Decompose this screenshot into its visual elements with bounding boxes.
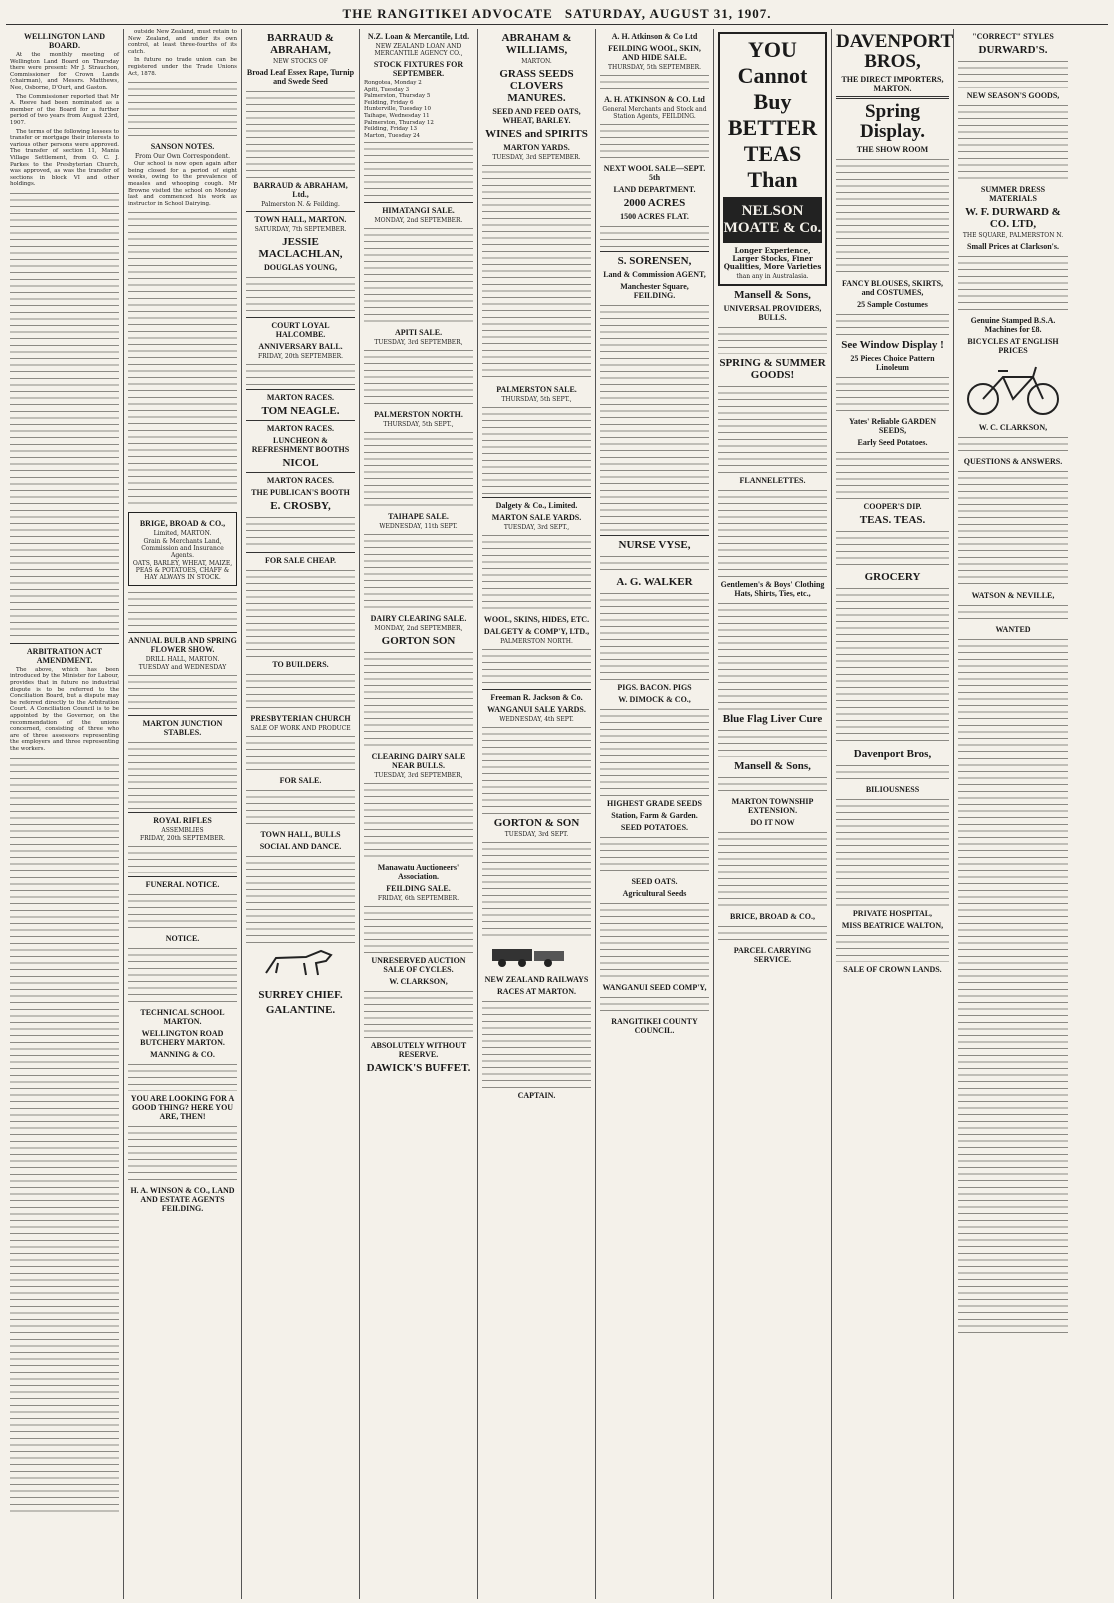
ad-manning: MANNING & CO. — [150, 1050, 215, 1060]
ad-clearing-bulls: CLEARING DAIRY SALE NEAR BULLS. — [371, 752, 466, 771]
ad-barraud-ltd: BARRAUD & ABRAHAM, Ltd., — [253, 181, 348, 199]
ad-biliousness: BILIOUSNESS — [865, 785, 920, 794]
body-text-filler — [246, 567, 355, 657]
ad-line: DO IT NOW — [750, 818, 795, 827]
ad-line: PALMERSTON NORTH. — [500, 638, 573, 645]
ad-line: ANNIVERSARY BALL. — [258, 342, 343, 351]
body-text-filler — [364, 225, 473, 325]
ad-for-sale: FOR SALE CHEAP. — [264, 556, 337, 565]
ad-line: WEDNESDAY, 11th SEPT. — [379, 523, 458, 531]
ad-douglas-young: DOUGLAS YOUNG, — [263, 263, 338, 272]
ad-captain: CAPTAIN. — [517, 1090, 556, 1100]
ad-atkinson: A. H. Atkinson & Co Ltd — [611, 32, 698, 41]
divider — [128, 715, 237, 716]
body-text-filler — [10, 190, 119, 640]
body-text-filler — [246, 671, 355, 711]
body-text-filler — [958, 253, 1068, 313]
ad-yates: Yates' Reliable GARDEN SEEDS, — [848, 417, 937, 435]
fixture-row: Taihape, Wednesday 11 — [364, 112, 430, 119]
body-text-filler — [128, 589, 237, 629]
ad-brice: BRICE, BROAD & CO., — [730, 912, 815, 921]
body-text-filler — [482, 404, 591, 494]
body-text-filler — [958, 636, 1068, 1336]
body-text-filler — [836, 796, 949, 906]
ad-flower-show: ANNUAL BULB AND SPRING FLOWER SHOW. — [128, 636, 237, 655]
body-text-filler — [246, 361, 355, 386]
ad-town-hall-bulls: TOWN HALL, BULLS — [260, 830, 341, 839]
ad-dalgety-ltd: DALGETY & COMP'Y, LTD., — [483, 627, 590, 636]
divider — [128, 876, 237, 877]
ad-sorensen: S. SORENSEN, — [617, 255, 692, 267]
fixture-row: Palmerston, Thursday 12 — [364, 119, 434, 126]
body-text-filler — [364, 429, 473, 509]
ad-potatoes: Early Seed Potatoes. — [857, 438, 928, 447]
article-text: Our school is now open again after being closed for a period of eight weeks, owing to the prevalence of measles and whooping cough. Mr Browne visited the school on Monday last and commenced his work as instructor in School Dairying. — [128, 161, 237, 207]
body-text-filler — [128, 1061, 237, 1091]
divider — [836, 96, 949, 99]
ad-line: SOCIAL AND DANCE. — [259, 842, 342, 851]
divider — [246, 472, 355, 473]
ad-durward-co: W. F. DURWARD & CO. LTD, — [965, 206, 1061, 230]
ad-county-council: RANGITIKEI COUNTY COUNCIL. — [611, 1017, 698, 1035]
ad-galantine: GALANTINE. — [265, 1003, 336, 1016]
ad-seed-oats: SEED OATS. — [631, 877, 678, 886]
tea-line-cannot: Cannot — [737, 63, 808, 88]
ad-watson-neville: WATSON & NEVILLE, — [971, 590, 1055, 600]
ad-marton-races: MARTON RACES. — [266, 393, 335, 402]
ad-no-reserve: ABSOLUTELY WITHOUT RESERVE. — [370, 1041, 467, 1060]
ad-palmerston: PALMERSTON NORTH. — [374, 410, 463, 420]
ad-marton-races: MARTON RACES. — [266, 476, 335, 485]
ad-town-hall: TOWN HALL, MARTON. — [254, 215, 347, 224]
divider — [128, 632, 237, 633]
ad-line: 25 Sample Costumes — [857, 300, 928, 309]
ad-1500-acres: 1500 ACRES FLAT. — [620, 212, 689, 221]
body-text-filler — [128, 209, 237, 509]
ad-bicycles: BICYCLES AT ENGLISH PRICES — [967, 337, 1059, 355]
ad-line: STOCK FIXTURES FOR SEPTEMBER. — [373, 60, 464, 78]
body-text-filler — [128, 843, 237, 873]
body-text-filler — [958, 102, 1068, 182]
ad-brice-broad — [128, 512, 237, 586]
ad-dalgety: Dalgety & Co., Limited. — [495, 501, 578, 510]
body-text-filler — [128, 1123, 237, 1183]
ad-spring-display: Spring Display. — [860, 101, 925, 142]
ad-correct-styles: "CORRECT" STYLES — [972, 32, 1054, 41]
body-text-filler — [836, 311, 949, 336]
column-7 — [714, 29, 832, 1599]
ad-new-season: NEW SEASON'S GOODS, — [966, 91, 1060, 100]
ad-pigs: PIGS. BACON. PIGS — [617, 683, 692, 692]
masthead-date: SATURDAY, AUGUST 31, 1907. — [564, 6, 772, 21]
divider — [246, 389, 355, 390]
body-text-filler — [364, 531, 473, 611]
body-text-filler — [600, 302, 709, 532]
ad-railways: NEW ZEALAND RAILWAYS — [484, 974, 589, 984]
body-text-filler — [482, 532, 591, 612]
body-text-filler — [718, 727, 827, 757]
body-text-filler — [246, 733, 355, 773]
body-text-filler — [958, 468, 1068, 588]
body-text-filler — [246, 274, 355, 314]
body-text-filler — [364, 347, 473, 407]
ad-spring-summer: SPRING & SUMMER GOODS! — [719, 357, 826, 381]
body-text-filler — [836, 449, 949, 499]
ad-good-thing: YOU ARE LOOKING FOR A GOOD THING? HERE YOU ARE, THEN! — [130, 1094, 235, 1122]
body-text-filler — [482, 162, 591, 382]
masthead-title: THE RANGITIKEI ADVOCATE — [342, 6, 553, 21]
body-text-filler — [600, 706, 709, 796]
ad-line: MARTON. — [521, 58, 552, 65]
divider — [246, 420, 355, 421]
body-text-filler — [836, 762, 949, 782]
body-text-filler — [128, 739, 237, 809]
divider — [482, 497, 591, 498]
tea-brand: NELSON MOATE & Co. — [723, 197, 822, 243]
ad-line: RACES AT MARTON. — [496, 986, 577, 996]
column-2 — [124, 29, 242, 1599]
fixtures-list — [364, 80, 473, 139]
article-text: In future no trade union can be registered under the Trade Unions Act, 1878. — [128, 57, 237, 77]
ad-2000-acres: 2000 ACRES — [623, 197, 686, 209]
body-text-filler — [246, 853, 355, 943]
ad-line: UNIVERSAL PROVIDERS, BULLS. — [723, 304, 822, 322]
ad-for-sale: FOR SALE. — [279, 776, 322, 785]
ad-blouses: FANCY BLOUSES, SKIRTS, and COSTUMES, — [841, 279, 944, 297]
body-text-filler — [482, 839, 591, 939]
body-text-filler — [718, 487, 827, 577]
ad-clarkson: W. CLARKSON, — [389, 977, 448, 987]
ad-sub: Limited, MARTON. — [153, 530, 212, 538]
ad-mansell: Mansell & Sons, — [734, 289, 811, 301]
column-5 — [478, 29, 596, 1599]
column-9 — [954, 29, 1072, 1599]
ad-clarkson: W. C. CLARKSON, — [978, 422, 1048, 432]
ad-presbyterian: PRESBYTERIAN CHURCH — [250, 714, 351, 723]
body-text-filler — [836, 528, 949, 568]
divider — [600, 535, 709, 536]
ad-nicol: NICOL — [282, 457, 319, 469]
ad-palmerston-sale: PALMERSTON SALE. — [496, 385, 577, 394]
ad-nurse-vyse: NURSE VYSE, — [618, 539, 691, 551]
fixture-row: Apiti, Tuesday 3 — [364, 86, 410, 93]
ad-marton-races: MARTON RACES. — [266, 424, 335, 433]
ad-line: DRILL HALL, MARTON. — [145, 656, 220, 664]
tea-line: than any in Australasia. — [736, 273, 809, 280]
ad-line: SEED AND FEED OATS, WHEAT, BARLEY. — [492, 107, 581, 125]
body-text-filler — [600, 590, 709, 680]
ad-teas: TEAS. TEAS. — [859, 514, 926, 526]
ad-tom-neagle: TOM NEAGLE. — [261, 405, 340, 417]
byline: From Our Own Correspondent. — [134, 153, 231, 161]
ad-gorton: GORTON SON — [381, 635, 456, 648]
ad-grass-seeds: GRASS SEEDS CLOVERS MANURES. — [499, 68, 574, 104]
body-text-filler — [364, 649, 473, 749]
divider — [10, 643, 119, 644]
body-text-filler — [836, 374, 949, 414]
ad-seed-potatoes: SEED POTATOES. — [620, 823, 689, 832]
ad-surrey-chief: SURREY CHIEF. — [258, 988, 343, 1001]
tea-line-you: YOU — [748, 37, 797, 62]
body-text-filler — [836, 932, 949, 962]
article-text: The terms of the following lessees to transfer or mortgage their interests to various other persons were approved. The transfer of section 11, Mania Village Settlement, from O. C. J. Parkes to the Presbyterian Church, was approved, as was the transfer of sections in block VI and other holdings. — [10, 128, 119, 188]
ad-bsa: Genuine Stamped B.S.A. Machines for £8. — [970, 316, 1056, 334]
ad-wines: WINES and SPIRITS — [485, 128, 588, 140]
body-text-filler — [836, 156, 949, 276]
ad-small-prices: Small Prices at Clarkson's. — [967, 242, 1059, 251]
article-text: The Commissioner reported that Mr A. Reeve had been nominated as a member of the Board for a further period of two years from August 23rd, 1907. — [10, 93, 119, 126]
ad-line: TUESDAY, 3rd SEPTEMBER, — [374, 772, 463, 780]
ad-line: MONDAY, 2nd SEPTEMBER, — [374, 625, 463, 633]
ad-royal-rifles: ROYAL RIFLES — [153, 816, 212, 826]
fixture-row: Feilding, Friday 6 — [364, 99, 414, 106]
divider — [246, 552, 355, 553]
ad-tea-box — [718, 32, 827, 286]
body-text-filler — [482, 724, 591, 814]
divider — [128, 812, 237, 813]
body-text-filler — [718, 829, 827, 909]
ad-line: TUESDAY, 3rd SEPT. — [504, 831, 569, 838]
ad-window-display: See Window Display ! — [841, 339, 944, 351]
body-text-filler — [958, 58, 1068, 88]
ad-line: ASSEMBLIES — [161, 827, 204, 835]
ad-agricultural-seeds: Agricultural Seeds — [622, 889, 687, 898]
ad-wool: WOOL, SKINS, HIDES, ETC. — [483, 615, 590, 624]
ad-line: TUESDAY and WEDNESDAY — [138, 664, 227, 672]
body-text-filler — [958, 602, 1068, 622]
ad-technical-school: TECHNICAL SCHOOL MARTON. — [140, 1008, 225, 1027]
body-text-filler — [10, 755, 119, 1515]
ad-summer-dress: SUMMER DRESS MATERIALS — [980, 185, 1046, 203]
divider — [482, 689, 591, 690]
ad-line: TUESDAY, 3rd SEPTEMBER, — [374, 339, 463, 347]
ad-line: WEDNESDAY, 4th SEPT. — [499, 716, 574, 723]
ad-linoleum: 25 Pieces Choice Pattern Linoleum — [850, 354, 935, 372]
ad-abraham-williams: ABRAHAM & WILLIAMS, — [501, 32, 572, 56]
body-text-filler — [128, 891, 237, 931]
ad-davenport-2: Davenport Bros, — [853, 748, 932, 760]
ad-line: MARTON SALE YARDS. — [491, 513, 582, 522]
column-3 — [242, 29, 360, 1599]
ad-court-loyal: COURT LOYAL HALCOMBE. — [271, 321, 330, 339]
fixture-row: Rongotea, Monday 2 — [364, 80, 422, 86]
ad-nz-loan: N.Z. Loan & Mercantile, Ltd. — [367, 32, 470, 41]
ad-line: FEILDING WOOL, SKIN, AND HIDE SALE. — [608, 44, 701, 62]
body-text-filler — [600, 72, 709, 92]
ad-line: Manchester Square, FEILDING. — [620, 282, 689, 300]
ad-dairy-clearing: DAIRY CLEARING SALE. — [370, 614, 467, 624]
article-text: outside New Zealand, must retain to New Zealand, and under its own control, at least three-fourths of its catch. — [128, 29, 237, 55]
ad-cycles: UNRESERVED AUCTION SALE OF CYCLES. — [371, 956, 466, 975]
body-text-filler — [600, 553, 709, 573]
fixture-row: Marton, Tuesday 24 — [364, 132, 421, 139]
body-text-filler — [246, 514, 355, 549]
ad-line: THE PUBLICAN'S BOOTH — [251, 488, 350, 497]
article-text: The above, which has been introduced by the Minister for Labour, provides that in future no industrial dispute is to be referred to the Conciliation Board, but a dispute may be referred directly to the Arbitration Court. A Conciliation Council is to be appointed by the Governor, on the recommendation of the unions concerned, consisting of three who are of three assessors representing the employers and three representing the workers. — [10, 666, 119, 752]
ad-stables: MARTON JUNCTION STABLES. — [142, 719, 223, 738]
ad-barraud-title: BARRAUD & ABRAHAM, — [267, 32, 334, 56]
body-text-filler — [128, 672, 237, 712]
ad-blue-flag: Blue Flag Liver Cure — [722, 713, 823, 725]
body-text-filler — [958, 434, 1068, 454]
ad-gorton-son: GORTON & SON — [493, 817, 580, 829]
ad-mansell-2: Mansell & Sons, — [734, 760, 811, 772]
ad-questions: QUESTIONS & ANSWERS. — [963, 456, 1063, 466]
ad-line: TUESDAY, 3rd SEPTEMBER. — [492, 154, 581, 161]
body-text-filler — [246, 88, 355, 178]
ad-show-room: THE SHOW ROOM — [856, 145, 929, 154]
ad-grocery: GROCERY — [864, 571, 921, 583]
ad-coopers-dip: COOPER'S DIP. — [863, 502, 922, 511]
ad-butchery: WELLINGTON ROAD BUTCHERY MARTON. — [140, 1029, 225, 1048]
heading-land-board: WELLINGTON LAND BOARD. — [24, 32, 105, 50]
ad-line: WANGANUI SALE YARDS. — [487, 705, 586, 714]
body-text-filler — [364, 988, 473, 1038]
fixture-row: Feilding, Friday 13 — [364, 126, 417, 133]
tea-line-buy: Buy — [753, 89, 792, 114]
ad-funeral: FUNERAL NOTICE. — [145, 880, 220, 890]
column-4 — [360, 29, 478, 1599]
ad-apiti: APITI SALE. — [394, 328, 443, 338]
divider — [364, 202, 473, 203]
ad-line: FRIDAY, 20th SEPTEMBER. — [257, 353, 344, 360]
bicycle-illustration — [958, 357, 1068, 417]
ad-land-dept: LAND DEPARTMENT. — [613, 185, 696, 194]
ad-maclachlan: JESSIE MACLACHLAN, — [258, 236, 343, 260]
ad-wool-sale: NEXT WOOL SALE—SEPT. 5th — [603, 164, 706, 182]
article-text: At the monthly meeting of Wellington Land Board on Thursday there were present: Mr J. Strauchon, Commissioner for Crown Lands (chairman), and Messrs. Matthews, Nee, Osborne, D'Ourt, and Gaston. — [10, 52, 119, 91]
ad-dimock: W. DIMOCK & CO., — [618, 695, 691, 704]
ad-dawick: DAWICK'S BUFFET. — [366, 1062, 471, 1075]
ad-freeman-jackson: Freeman R. Jackson & Co. — [490, 693, 583, 702]
divider — [246, 211, 355, 212]
ad-line: Palmerston N. & Feilding. — [261, 201, 340, 208]
ad-line: TUESDAY, 3rd SEPT., — [503, 524, 570, 531]
ad-hospital: PRIVATE HOSPITAL, — [852, 909, 933, 918]
body-text-filler — [600, 121, 709, 161]
masthead — [6, 4, 1108, 25]
ad-durwards: DURWARD'S. — [978, 44, 1048, 56]
body-text-filler — [128, 79, 237, 139]
ad-line: NEW STOCKS OF — [273, 58, 328, 65]
ad-line: THE SQUARE, PALMERSTON N. — [962, 232, 1064, 239]
ad-himatangi: HIMATANGI SALE. — [382, 206, 455, 216]
tea-line-teas: TEAS — [743, 141, 802, 166]
horse-illustration — [246, 943, 354, 983]
divider — [600, 251, 709, 252]
ad-line: THURSDAY, 5th SEPTEMBER. — [607, 64, 702, 71]
body-text-filler — [718, 324, 827, 354]
ad-line: SALE OF WORK AND PRODUCE — [250, 725, 351, 732]
ad-walton: MISS BEATRICE WALTON, — [841, 921, 944, 930]
ad-line: NEW ZEALAND LOAN AND MERCANTILE AGENCY CO., — [374, 43, 463, 57]
ad-notice: NOTICE. — [165, 934, 200, 944]
ad-flannelettes: FLANNELETTES. — [739, 476, 806, 485]
body-text-filler — [128, 945, 237, 1005]
fixture-row: Palmerston, Thursday 5 — [364, 93, 431, 100]
ad-line: THURSDAY, 5th SEPT., — [383, 421, 454, 429]
body-text-filler — [718, 923, 827, 943]
ad-builders: TO BUILDERS. — [272, 660, 329, 669]
column-1 — [6, 29, 124, 1599]
ad-parcel: PARCEL CARRYING SERVICE. — [733, 946, 812, 964]
ad-line: FEILDING SALE. — [386, 884, 451, 894]
ad-line: SATURDAY, 7th SEPTEMBER. — [254, 226, 347, 233]
ad-crosby: E. CROSBY, — [270, 500, 331, 512]
ad-atkinson-ltd: A. H. ATKINSON & CO. Ltd — [604, 95, 705, 104]
body-text-filler — [600, 994, 709, 1014]
ad-line: Land & Commission AGENT, — [603, 270, 706, 279]
body-text-filler — [600, 900, 709, 980]
body-text-filler — [836, 585, 949, 745]
heading-arbitration: ARBITRATION ACT AMENDMENT. — [26, 646, 103, 665]
ad-line: THE DIRECT IMPORTERS, MARTON. — [841, 75, 944, 93]
body-text-filler — [600, 223, 709, 248]
train-illustration — [482, 939, 590, 969]
ad-wanganui-seed: WANGANUI SEED COMP'Y, — [602, 983, 707, 992]
ad-line: FRIDAY, 6th SEPTEMBER. — [377, 895, 460, 903]
ad-line: LUNCHEON & REFRESHMENT BOOTHS — [251, 436, 350, 454]
ad-taihape: TAIHAPE SALE. — [388, 512, 449, 522]
ad-line: Station, Farm & Garden. — [611, 811, 698, 820]
ad-line: THURSDAY, 5th SEPT., — [501, 396, 572, 403]
body-text-filler — [482, 998, 591, 1088]
ad-line: Grain & Merchants Land, Commission and Insurance Agents. — [141, 538, 224, 560]
ad-davenport: DAVENPORT BROS, — [836, 31, 954, 72]
body-text-filler — [364, 903, 473, 953]
tea-qualities: Longer Experience, Larger Stocks, Finer Qualities, More Varieties — [723, 246, 822, 271]
body-text-filler — [718, 600, 827, 710]
body-text-filler — [718, 774, 827, 794]
body-text-filler — [600, 834, 709, 874]
divider — [246, 317, 355, 318]
ad-wanted: WANTED — [995, 624, 1031, 634]
heading-sanson-notes: SANSON NOTES. — [150, 142, 215, 152]
tea-line-than: Than — [747, 167, 798, 192]
body-text-filler — [482, 646, 591, 686]
ad-gents-clothing: Gentlemen's & Boys' Clothing Hats, Shirts, Ties, etc., — [720, 580, 825, 598]
column-8 — [832, 29, 954, 1599]
ad-crown-lands: SALE OF CROWN LANDS. — [843, 965, 942, 974]
ad-seeds: HIGHEST GRADE SEEDS — [607, 799, 702, 808]
ad-manawatu: Manawatu Auctioneers' Association. — [377, 863, 460, 882]
ad-line: General Merchants and Stock and Station Agents, FEILDING. — [602, 106, 707, 120]
body-text-filler — [246, 787, 355, 827]
ad-line: MARTON YARDS. — [503, 143, 570, 152]
column-6 — [596, 29, 714, 1599]
ad-township: MARTON TOWNSHIP EXTENSION. — [731, 797, 814, 815]
body-text-filler — [364, 780, 473, 860]
columns — [6, 29, 1108, 1599]
ad-winson: H. A. WINSON & CO., LAND AND ESTATE AGENTS FEILDING. — [130, 1186, 235, 1214]
ad-title: BRIGE, BROAD & CO., — [139, 519, 226, 529]
body-text-filler — [718, 383, 827, 473]
fixture-row: Hunterville, Tuesday 10 — [364, 106, 432, 113]
ad-line: MONDAY, 2nd SEPTEMBER. — [374, 217, 463, 225]
ad-line: FRIDAY, 20th SEPTEMBER. — [139, 835, 226, 843]
tea-line-better: BETTER — [727, 115, 818, 140]
body-text-filler — [364, 139, 473, 199]
ad-walker: A. G. WALKER — [616, 576, 693, 588]
ad-line: Broad Leaf Essex Rape, Turnip and Swede Seed — [246, 68, 355, 86]
ad-line: OATS, BARLEY, WHEAT, MAIZE, PEAS & POTATOES, CHAFF & HAY ALWAYS IN STOCK. — [132, 560, 233, 582]
